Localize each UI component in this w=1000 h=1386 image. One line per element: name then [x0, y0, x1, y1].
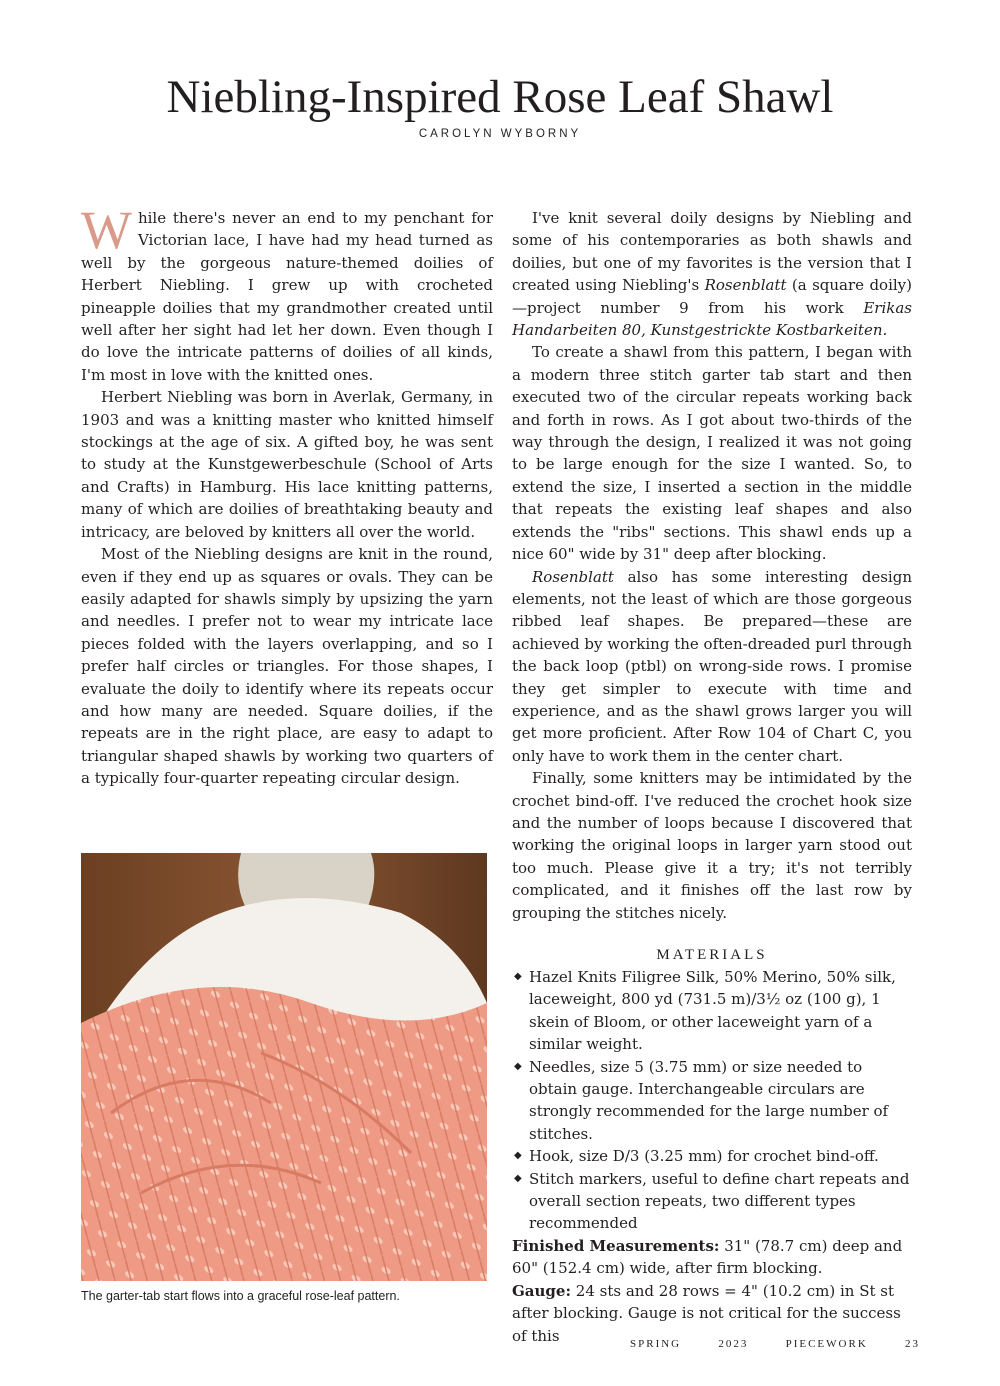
paragraph-4-italic-2: Erikas Handarbeiten 80, Kunstgestrickte Kostbarkeiten.	[512, 298, 912, 340]
paragraph-4-italic-1: Rosenblatt	[704, 276, 787, 295]
diamond-bullet-icon: ◆	[514, 1060, 522, 1072]
paragraph-1-text: hile there's never an end to my penchant for Victorian lace, I have had my head turned as well by the gorgeous nature-themed doilies of Herbert Niebling. I grew up with crocheted pineapple doilies that my grandmother created until well after her sight had let her down. Even though I do love the intricate patterns of doilies of all kinds, I'm most in love with the knitted ones.	[81, 209, 493, 384]
paragraph-2: Herbert Niebling was born in Averlak, Germany, in 1903 and was a knitting master who knitted himself stockings at the age of six. A gifted boy, he was sent to study at the Kunstgewerbeschule (School of Arts and Crafts) in Hamburg. His lace knitting patterns, many of which are doilies of breathtaking beauty and intricacy, are beloved by knitters all over the world.	[81, 388, 493, 541]
page-number: 23	[905, 1338, 920, 1350]
paragraph-6	[512, 566, 912, 768]
diamond-bullet-icon: ◆	[514, 971, 522, 982]
paragraph-4-text-b: (a square doily) —project number 9 from his work	[512, 276, 912, 317]
drop-cap: W	[81, 200, 132, 260]
article-title: Niebling-Inspired Rose Leaf Shawl	[166, 71, 834, 123]
article-column-left	[81, 200, 493, 790]
shawl-photo-illustration	[81, 853, 487, 1281]
shawl-photo	[81, 853, 487, 1281]
diamond-bullet-icon: ◆	[514, 1150, 522, 1162]
footer-season: SPRING	[630, 1338, 682, 1350]
finished-measurements	[512, 1235, 912, 1280]
gauge	[512, 1280, 912, 1347]
page-footer	[630, 1338, 920, 1350]
diamond-bullet-icon: ◆	[514, 1172, 522, 1184]
lace-shawl-shape	[81, 987, 487, 1281]
paragraph-3: Most of the Niebling designs are knit in the round, even if they end up as squares or ovals. They can be easily adapted for shawls simply by upsizing the yarn and needles. I prefer not to wear my intricate lace pieces folded with the layers overlapping, and so I prefer half circles or triangles. For those shapes, I evaluate the doily to identify where its repeats occur and how many are needed. Square doilies, if the repeats are in the right place, are easy to adapt to triangular shaped shawls by working two quarters of a typically four-quarter repeating circular design.	[81, 545, 493, 788]
paragraph-5: To create a shawl from this pattern, I began with a modern three stitch garter tab start and then executed two of the circular repeats working back and forth in rows. As I got about two-thirds of the way through the design, I realized it was not going to be large enough for the size I wanted. So, to extend the size, I inserted a section in the middle that repeats the existing leaf shapes and also extends the "ribs" sections. This shawl ends up a nice 60" wide by 31" deep after blocking.	[512, 343, 912, 564]
footer-magazine: PIECEWORK	[785, 1338, 868, 1350]
photo-caption: The garter-tab start flows into a graceful rose-leaf pattern.	[81, 1289, 400, 1303]
gauge-label: Gauge:	[512, 1281, 572, 1300]
paragraph-7: Finally, some knitters may be intimidated by the crochet bind-off. I've reduced the crochet hook size and the number of loops because I discovered that working the original loops in larger yarn stood out too much. Please give it a try; it's not terribly complicated, and it finishes off the last row by grouping the stitches nicely.	[512, 769, 912, 922]
paragraph-4	[512, 207, 912, 341]
materials-section	[512, 966, 912, 1347]
materials-item-text: Needles, size 5 (3.75 mm) or size needed to obtain gauge. Interchangeable circulars are strongly recommended for the large number of stitches.	[529, 1057, 889, 1143]
paragraph-4-text-a: I've knit several doily designs by Niebling and some of his contemporaries as both shawls and doilies, but one of my favorites is the version that I created using Niebling's	[512, 209, 912, 295]
finished-measurements-text: 31" (78.7 cm) deep and 60" (152.4 cm) wide, after firm blocking.	[512, 1236, 903, 1278]
materials-item-text: Stitch markers, useful to define chart repeats and overall section repeats, two different types recommended	[529, 1169, 910, 1233]
materials-item	[512, 1168, 912, 1235]
materials-item-text: Hook, size D/3 (3.25 mm) for crochet bind-off.	[529, 1147, 879, 1166]
materials-item	[512, 966, 912, 1056]
author-byline: CAROLYN WYBORNY	[418, 128, 582, 140]
materials-item-text: Hazel Knits Filigree Silk, 50% Merino, 50% silk, laceweight, 800 yd (731.5 m)/3½ oz (100 g), 1 skein of Bloom, or other laceweight yarn of a similar weight.	[529, 968, 896, 1054]
footer-year: 2023	[718, 1338, 749, 1350]
paragraph-6-italic: Rosenblatt	[532, 567, 614, 586]
article-column-right	[512, 207, 912, 924]
materials-item	[512, 1056, 912, 1146]
materials-heading: MATERIALS	[656, 947, 768, 963]
materials-item	[512, 1145, 912, 1167]
gauge-text: 24 sts and 28 rows = 4" (10.2 cm) in St st after blocking. Gauge is not critical for the success of this	[512, 1281, 901, 1345]
materials-list	[512, 966, 912, 1235]
paragraph-1	[81, 200, 493, 386]
finished-measurements-label: Finished Measurements:	[512, 1236, 720, 1255]
paragraph-6-text: also has some interesting design elements, not the least of which are those gorgeous ribbed leaf shapes. Be prepared—these are achieved by working the often-dreaded purl through the back loop (ptbl) on wrong-side rows. I promise they get simpler to execute with time and experience, and as the shawl grows larger you will get more proficient. After Row 104 of Chart C, you only have to work them in the center chart.	[512, 567, 913, 765]
